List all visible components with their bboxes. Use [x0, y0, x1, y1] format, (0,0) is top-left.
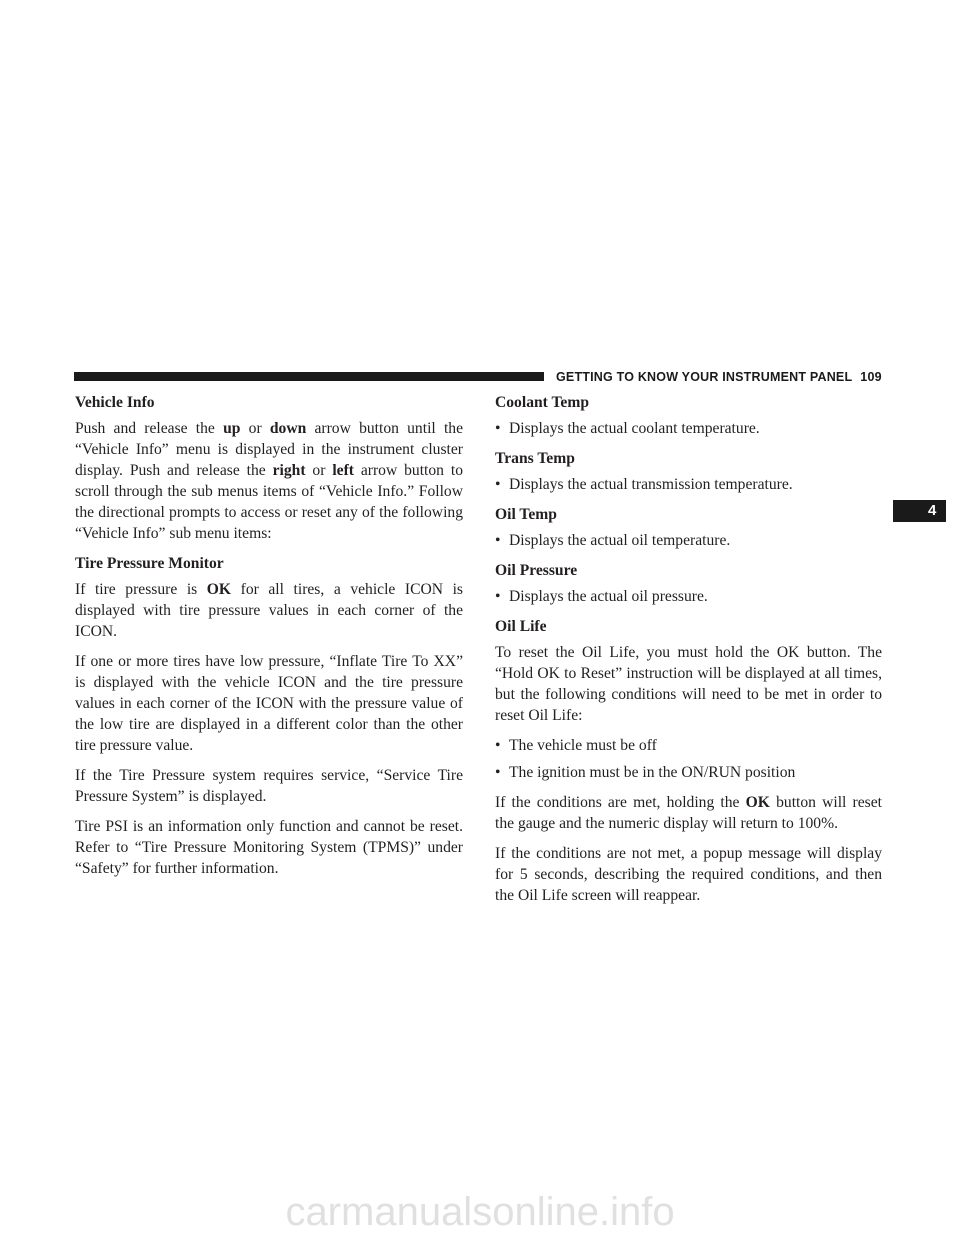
heading-oil-pressure: Oil Pressure — [495, 562, 578, 579]
vehicle-info-paragraph: Push and release the up or down arrow button until the “Vehicle Info” menu is displayed in the instrument cluster display. Push and release the right or left arrow button to scroll through the sub menus items of “Vehicle Info.” Follow the directional prompts to access or reset any of the following “Vehicle Info” sub menu items: — [75, 420, 464, 542]
oil-life-popup-paragraph: If the conditions are not met, a popup message will display for 5 seconds, describing the required conditions, and then the Oil Life screen will reappear. — [495, 845, 882, 904]
service-tire-paragraph: If the Tire Pressure system requires service, “Service Tire Pressure System” is displayed. — [75, 767, 463, 805]
heading-trans-temp: Trans Temp — [495, 450, 575, 467]
right-column — [495, 392, 882, 915]
tire-psi-paragraph: Tire PSI is an information only function and cannot be reset. Refer to “Tire Pressure Monitoring System (TPMS)” under “Safety” for further information. — [75, 818, 463, 877]
low-pressure-paragraph: If one or more tires have low pressure, “Inflate Tire To XX” is displayed with the vehicle ICON and the tire pressure values in each corner of the ICON with the pressure value of the low tire are displayed in a different color than the other tire pressure value. — [75, 653, 463, 754]
sub-heading-tire-pressure-monitor: Tire Pressure Monitor — [75, 555, 224, 572]
list-item: • Displays the actual oil pressure. — [495, 588, 708, 605]
list-item: • The vehicle must be off — [495, 737, 657, 754]
oil-life-paragraph: To reset the Oil Life, you must hold the OK button. The “Hold OK to Reset” instruction will be displayed at all times, but the following conditions will need to be met in order to reset Oil Life: — [495, 644, 882, 724]
chapter-tab[interactable]: 4 — [893, 500, 946, 522]
header-rule — [74, 372, 544, 381]
list-item: • Displays the actual oil temperature. — [495, 532, 731, 549]
heading-oil-temp: Oil Temp — [495, 506, 557, 523]
heading-coolant-temp: Coolant Temp — [495, 394, 590, 411]
list-item: • Displays the actual coolant temperature. — [495, 420, 760, 437]
left-column — [75, 392, 463, 888]
oil-life-reset-paragraph: If the conditions are met, holding the OK button will reset the gauge and the numeric display will return to 100%. — [495, 794, 882, 832]
page-number: 109 — [860, 370, 882, 384]
header-title: GETTING TO KNOW YOUR INSTRUMENT PANEL — [556, 370, 853, 384]
list-item: • The ignition must be in the ON/RUN position — [495, 764, 796, 781]
watermark: carmanualsonline.info — [285, 1190, 675, 1234]
tire-ok-paragraph: If tire pressure is OK for all tires, a vehicle ICON is displayed with tire pressure values in each corner of the ICON. — [75, 581, 464, 640]
running-header — [556, 370, 882, 384]
section-heading-vehicle-info: Vehicle Info — [75, 394, 155, 411]
heading-oil-life: Oil Life — [495, 618, 547, 635]
list-item: • Displays the actual transmission temperature. — [495, 476, 793, 493]
